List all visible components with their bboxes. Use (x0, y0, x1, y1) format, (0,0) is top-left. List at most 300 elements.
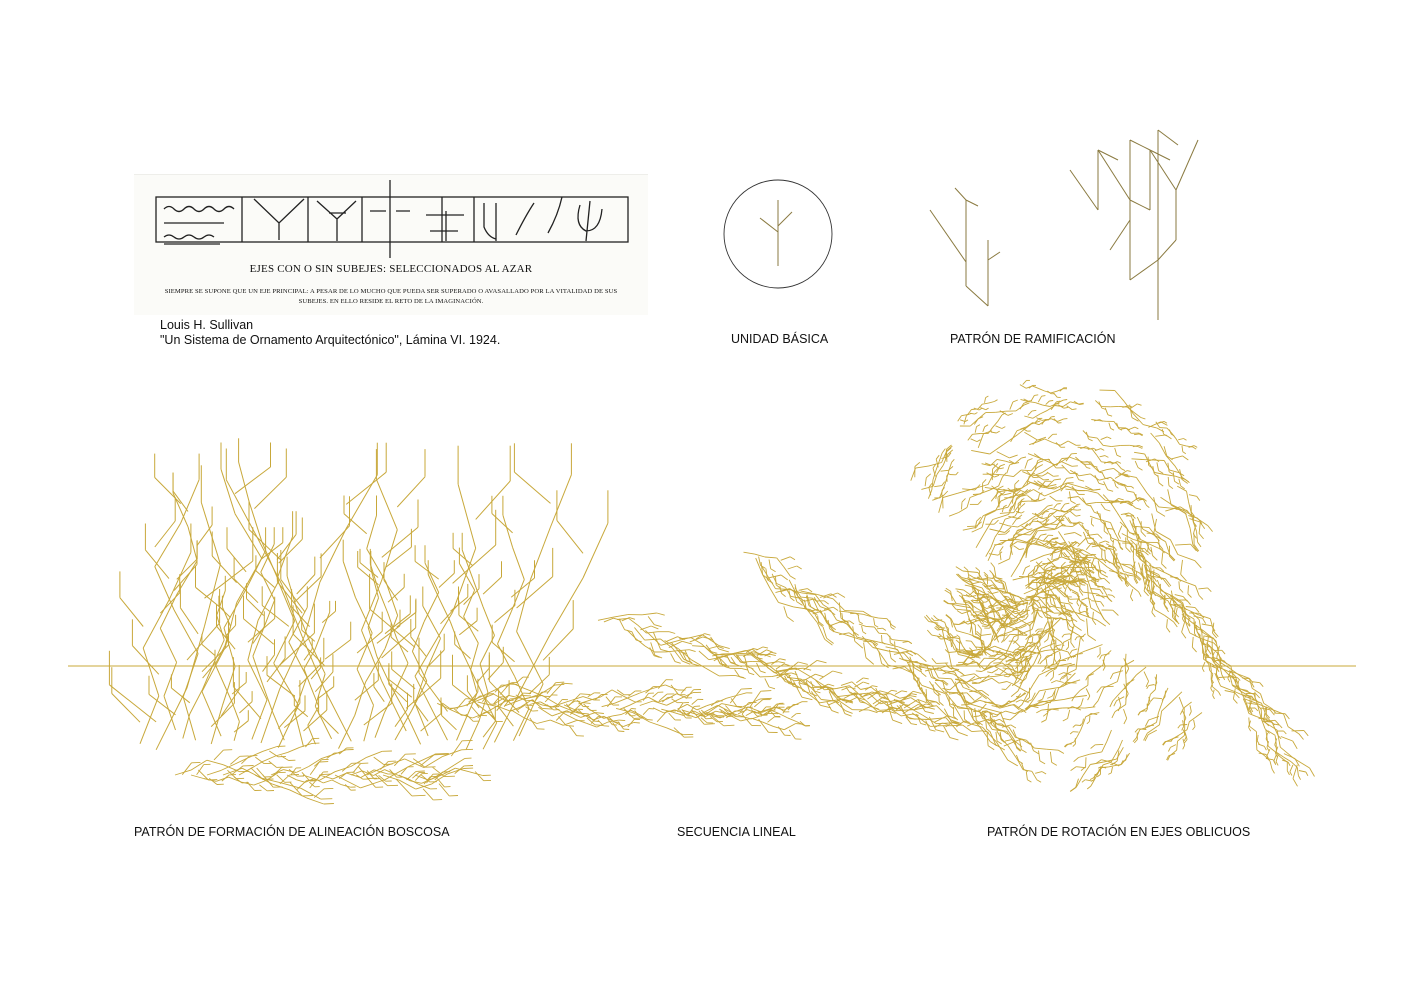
rotation-stroke (975, 413, 978, 415)
rotation-stroke (1208, 588, 1212, 592)
rotation-stroke (1086, 502, 1097, 504)
rotation-stroke (1047, 472, 1053, 476)
rotation-stroke (1006, 664, 1011, 665)
linear-sequence-stroke (704, 724, 715, 725)
rotation-stroke (1151, 433, 1160, 443)
linear-sequence-stroke (705, 668, 719, 676)
rotation-stroke (1109, 532, 1112, 538)
rotation-stroke (964, 415, 967, 424)
rotation-stroke (1070, 511, 1076, 516)
rotation-stroke (1148, 730, 1157, 735)
rotation-stroke (1290, 765, 1293, 772)
rotation-stroke (1032, 637, 1033, 642)
rotation-stroke (1064, 639, 1071, 642)
rotation-stroke (1284, 731, 1287, 734)
rotation-stroke (1131, 486, 1134, 488)
forest-band-stroke (351, 757, 367, 766)
linear-sequence-stroke (826, 622, 834, 632)
rotation-stroke (965, 585, 971, 586)
linear-sequence-stroke (893, 720, 903, 724)
rotation-stroke (1046, 585, 1047, 601)
rotation-stroke (1167, 628, 1170, 633)
linear-sequence-drawing (437, 552, 1064, 782)
forest-band-stroke (230, 756, 239, 764)
rotation-stroke (1149, 565, 1158, 570)
rotation-stroke (1038, 396, 1041, 402)
forest-tree-stroke (212, 556, 236, 583)
rotation-stroke (1104, 481, 1108, 489)
rotation-stroke (1188, 585, 1189, 594)
rotation-stroke (974, 716, 979, 717)
rotation-stroke (987, 613, 988, 623)
rotation-stroke (1166, 456, 1175, 466)
branch-stroke (1158, 130, 1178, 145)
linear-sequence-stroke (917, 680, 918, 686)
rotation-stroke (1203, 618, 1206, 623)
linear-sequence-stroke (939, 702, 943, 706)
rotation-stroke (1115, 482, 1116, 486)
rotation-stroke (1202, 668, 1204, 672)
rotation-stroke (992, 678, 999, 683)
linear-sequence-stroke (791, 714, 796, 718)
rotation-stroke (1090, 589, 1100, 590)
rotation-stroke (1035, 403, 1042, 406)
rotation-stroke (1112, 595, 1115, 597)
forest-band-stroke (351, 771, 362, 775)
rotation-stroke (1097, 654, 1100, 657)
forest-tree-stroke (319, 714, 339, 734)
rotation-stroke (951, 640, 952, 647)
rotation-stroke (1052, 708, 1063, 709)
rotation-stroke (1270, 761, 1272, 769)
forest-tree-stroke (234, 721, 248, 732)
linear-sequence-stroke (824, 601, 829, 604)
rotation-stroke (1020, 403, 1024, 409)
linear-sequence-stroke (633, 713, 650, 722)
rotation-stroke (993, 474, 1003, 475)
forest-tree-stroke (362, 580, 382, 630)
linear-sequence-stroke (930, 730, 936, 731)
rotation-stroke (1118, 526, 1122, 534)
forest-band-stroke (324, 804, 334, 805)
forest-tree-stroke (310, 641, 326, 674)
rotation-stroke (1256, 694, 1260, 699)
rotation-stroke (973, 494, 981, 495)
linear-sequence-stroke (913, 691, 921, 693)
rotation-stroke (1167, 619, 1168, 627)
rotation-stroke (981, 634, 991, 635)
rotation-stroke (1104, 531, 1108, 534)
rotation-stroke (1210, 664, 1211, 672)
rotation-stroke (1026, 566, 1031, 568)
rotation-stroke (931, 618, 934, 621)
rotation-stroke (1012, 608, 1020, 611)
rotation-stroke (1007, 682, 1014, 685)
rotation-stroke (1111, 523, 1115, 532)
rotation-stroke (943, 491, 948, 496)
linear-sequence-stroke (785, 662, 799, 673)
rotation-stroke (1257, 735, 1258, 741)
rotation-stroke (1100, 456, 1105, 457)
rotation-stroke (1180, 444, 1187, 446)
rotation-stroke (1088, 635, 1096, 640)
linear-sequence-stroke (662, 697, 668, 702)
rotation-stroke (1155, 682, 1156, 690)
rotation-stroke (1124, 709, 1127, 718)
forest-tree-stroke (190, 689, 203, 714)
linear-sequence-stroke (760, 671, 765, 673)
caption-basic-unit: UNIDAD BÁSICA (731, 332, 829, 346)
rotation-stroke (1051, 681, 1056, 683)
rotation-stroke (1298, 776, 1300, 780)
linear-sequence-stroke (866, 626, 874, 627)
forest-band-stroke (327, 753, 334, 758)
rotation-stroke (956, 567, 963, 571)
branch-stroke (966, 200, 978, 206)
linear-sequence-stroke (781, 575, 788, 580)
plate-body: SIEMPRE SE SUPONE QUE UN EJE PRINCIPAL: A PESAR DE LO MUCHO QUE PUEDA SER SUPERADO O AVASALLADO POR LA VITALIDAD DE SUS SUBEJES. EN ELLO RESIDE EL RETO DE LA IMAGINACIÓN. (164, 288, 618, 305)
rotation-stroke (1082, 780, 1085, 783)
linear-sequence-stroke (897, 650, 903, 660)
rotation-stroke (1249, 713, 1256, 716)
rotation-stroke (1192, 647, 1196, 652)
rotation-stroke (1023, 568, 1026, 575)
rotation-stroke (1009, 526, 1018, 527)
rotation-stroke (1046, 591, 1048, 602)
rotation-stroke (1116, 486, 1119, 488)
linear-sequence-stroke (788, 566, 797, 569)
rotation-stroke (1067, 483, 1080, 487)
forest-band-stroke (374, 757, 384, 764)
rotation-stroke (1168, 463, 1169, 472)
linear-sequence-stroke (778, 602, 793, 607)
linear-sequence-stroke (780, 659, 786, 660)
rotation-stroke (1125, 654, 1126, 666)
rotation-stroke (934, 486, 942, 487)
rotation-stroke (1074, 625, 1082, 630)
forest-tree-stroke (219, 606, 231, 617)
rotation-stroke (1111, 755, 1115, 762)
forest-tree-stroke (180, 608, 198, 634)
forest-band-stroke (296, 780, 305, 783)
linear-sequence-stroke (640, 626, 651, 630)
linear-sequence-stroke (769, 560, 771, 569)
rotation-stroke (1153, 556, 1158, 561)
rotation-stroke (1021, 503, 1026, 507)
rotation-stroke (1288, 727, 1299, 734)
rotation-stroke (1147, 533, 1157, 534)
branch-stroke (1130, 140, 1150, 150)
forest-tree-stroke (442, 716, 457, 730)
rotation-stroke (1079, 754, 1090, 757)
rotation-stroke (1056, 645, 1061, 646)
forest-tree-stroke (457, 717, 467, 741)
rotation-stroke (946, 615, 951, 619)
rotation-stroke (1109, 423, 1111, 429)
linear-sequence-stroke (833, 607, 838, 610)
linear-sequence-stroke (925, 711, 934, 713)
rotation-stroke (1154, 578, 1156, 582)
forest-tree-stroke (384, 580, 398, 600)
rotation-stroke (1165, 741, 1172, 742)
rotation-stroke (1028, 411, 1032, 415)
rotation-stroke (1157, 462, 1159, 470)
rotation-stroke (971, 439, 977, 442)
rotation-stroke (1215, 673, 1221, 686)
rotation-stroke (1075, 533, 1082, 537)
rotation-stroke (1027, 496, 1034, 501)
forest-tree-stroke (315, 706, 331, 739)
rotation-stroke (1058, 419, 1064, 422)
rotation-stroke (994, 400, 997, 402)
rotation-stroke (1034, 612, 1035, 622)
linear-sequence-stroke (780, 586, 782, 593)
linear-sequence-stroke (798, 662, 808, 664)
rotation-stroke (1274, 713, 1285, 714)
forest-band-stroke (335, 775, 360, 788)
rotation-stroke (1285, 714, 1289, 719)
rotation-stroke (1010, 402, 1013, 410)
forest-band-stroke (367, 751, 383, 757)
linear-sequence-stroke (727, 656, 731, 663)
rotation-stroke (980, 490, 990, 494)
linear-sequence-stroke (516, 677, 523, 683)
rotation-stroke (1111, 503, 1117, 513)
forest-tree-stroke (239, 702, 252, 713)
rotation-stroke (1178, 439, 1183, 440)
forest-tree-stroke (407, 715, 421, 744)
rotation-stroke (1045, 508, 1051, 511)
rotation-stroke (1155, 610, 1165, 616)
forest-tree-stroke (160, 628, 176, 662)
rotation-stroke (1208, 526, 1213, 532)
rotation-stroke (1162, 564, 1167, 569)
forest-tree-stroke (476, 481, 511, 519)
rotation-stroke (1088, 585, 1089, 597)
linear-sequence-stroke (646, 687, 654, 694)
linear-sequence-stroke (871, 617, 879, 619)
rotation-stroke (994, 475, 999, 477)
linear-sequence-stroke (765, 678, 769, 687)
rotation-stroke (1179, 581, 1180, 588)
linear-sequence-stroke (817, 660, 826, 662)
rotation-stroke (1071, 542, 1077, 543)
rotation-stroke (1046, 711, 1048, 720)
rotation-stroke (1145, 549, 1147, 553)
forest-band-stroke (254, 781, 266, 786)
rotation-stroke (1041, 720, 1046, 723)
linear-sequence-stroke (550, 720, 563, 725)
rotation-stroke (1112, 712, 1115, 718)
rotation-stroke (967, 526, 976, 527)
forest-band-stroke (305, 739, 312, 748)
rotation-stroke (1075, 457, 1083, 464)
rotation-stroke (1260, 683, 1263, 687)
rotation-stroke (976, 534, 984, 548)
forest-tree-stroke (120, 598, 143, 627)
linear-sequence-stroke (797, 566, 802, 569)
rotation-stroke (1297, 767, 1298, 775)
forest-band-stroke (287, 775, 296, 780)
rotation-stroke (1091, 745, 1096, 749)
linear-sequence-stroke (692, 699, 698, 704)
rotation-stroke (1086, 689, 1090, 697)
rotation-stroke (1195, 561, 1201, 568)
rotation-stroke (1121, 469, 1125, 471)
forest-tree-stroke (181, 480, 199, 523)
linear-sequence-stroke (556, 682, 565, 683)
forest-band-stroke (263, 747, 277, 752)
forest-band-stroke (182, 763, 191, 775)
rotation-stroke (1147, 505, 1150, 507)
rotation-stroke (1154, 519, 1157, 534)
rotation-stroke (1135, 427, 1138, 429)
linear-sequence-stroke (613, 615, 628, 618)
rotation-stroke (1020, 500, 1021, 506)
rotation-stroke (1152, 612, 1156, 617)
rotation-stroke (1093, 620, 1096, 625)
linear-sequence-stroke (784, 664, 789, 666)
rotation-stroke (1039, 603, 1042, 612)
rotation-stroke (1011, 691, 1018, 697)
branch-stroke (955, 188, 966, 200)
rotation-stroke (943, 688, 950, 689)
rotation-stroke (1182, 632, 1186, 638)
linear-sequence-stroke (833, 671, 843, 673)
rotation-stroke (1084, 567, 1095, 568)
rotation-stroke (1088, 696, 1090, 700)
forest-band-stroke (319, 775, 333, 779)
linear-sequence-stroke (864, 643, 866, 658)
rotation-stroke (1252, 688, 1260, 693)
rotation-stroke (1126, 669, 1129, 675)
rotation-stroke (1157, 713, 1159, 723)
rotation-stroke (1170, 745, 1176, 748)
forest-tree-stroke (233, 687, 261, 719)
rotation-stroke (1182, 478, 1188, 482)
rotation-stroke (932, 635, 941, 637)
linear-sequence-stroke (1026, 772, 1027, 780)
linear-sequence-stroke (883, 628, 886, 630)
rotation-stroke (1186, 607, 1195, 608)
linear-sequence-stroke (891, 627, 895, 629)
linear-sequence-stroke (921, 719, 930, 726)
rotation-stroke (971, 615, 976, 616)
rotation-stroke (1274, 755, 1277, 762)
linear-sequence-stroke (591, 717, 598, 724)
rotation-stroke (1108, 595, 1113, 596)
rotation-stroke (1021, 499, 1024, 501)
linear-sequence-stroke (855, 641, 863, 648)
rotation-stroke (1126, 692, 1127, 704)
linear-sequence-stroke (972, 731, 983, 732)
forest-band-stroke (332, 780, 341, 785)
rotation-stroke (1287, 771, 1289, 775)
rotation-stroke (1046, 567, 1051, 569)
forest-tree-stroke (183, 697, 195, 740)
rotation-stroke (1154, 698, 1162, 699)
rotation-stroke (956, 589, 964, 590)
forest-tree-stroke (514, 472, 550, 503)
rotation-stroke (998, 486, 1003, 489)
rotation-stroke (1141, 541, 1142, 548)
rotation-stroke (978, 625, 982, 630)
linear-sequence-stroke (882, 635, 883, 642)
rotation-stroke (1139, 592, 1142, 597)
forest-tree-stroke (239, 462, 250, 502)
rotation-stroke (1147, 493, 1159, 507)
forest-tree-stroke (397, 477, 425, 507)
rotation-stroke (1052, 709, 1059, 710)
linear-sequence-stroke (636, 639, 645, 646)
rotation-stroke (1053, 671, 1054, 677)
linear-sequence-stroke (583, 703, 591, 704)
rotation-stroke (939, 498, 943, 513)
rotation-stroke (1000, 513, 1007, 514)
forest-tree-stroke (424, 592, 439, 622)
rotation-stroke (1038, 529, 1055, 530)
rotation-stroke (957, 635, 960, 638)
rotation-stroke (1075, 637, 1077, 640)
rotation-stroke (967, 693, 975, 701)
rotation-stroke (1072, 409, 1076, 410)
rotation-stroke (1119, 541, 1129, 543)
rotation-stroke (998, 559, 1009, 564)
rotation-stroke (956, 665, 963, 666)
rotation-stroke (1034, 395, 1038, 396)
rotation-stroke (1299, 734, 1304, 740)
rotation-stroke (1078, 538, 1087, 547)
rotation-stroke (1047, 655, 1053, 656)
caption-branching: PATRÓN DE RAMIFICACIÓN (950, 332, 1116, 346)
rotation-stroke (1101, 574, 1108, 578)
forest-band-stroke (323, 780, 332, 783)
linear-sequence-stroke (771, 652, 776, 653)
rotation-stroke (1006, 654, 1012, 655)
rotation-stroke (991, 432, 997, 433)
rotation-stroke (1138, 548, 1145, 549)
rotation-stroke (1073, 744, 1076, 746)
linear-sequence-stroke (692, 646, 704, 647)
rotation-stroke (1011, 431, 1017, 442)
rotation-stroke (1001, 497, 1012, 502)
branching-pattern-drawing (930, 130, 1198, 320)
rotation-stroke (1108, 415, 1112, 416)
rotation-stroke (1219, 677, 1232, 678)
forest-band-stroke (451, 741, 462, 756)
rotation-stroke (1105, 541, 1109, 543)
linear-sequence-stroke (666, 637, 677, 642)
rotation-stroke (1272, 769, 1274, 773)
branch-stroke (1176, 140, 1198, 190)
linear-sequence-stroke (576, 720, 587, 724)
rotation-stroke (1138, 468, 1143, 471)
rotation-stroke (1090, 752, 1102, 754)
rotation-stroke (982, 403, 988, 404)
rotation-stroke (1137, 517, 1143, 529)
rotation-stroke (1249, 727, 1251, 731)
rotation-stroke (1043, 405, 1050, 406)
rotation-stroke (973, 636, 984, 641)
linear-sequence-stroke (1052, 762, 1057, 765)
rotation-stroke (1097, 687, 1102, 693)
linear-sequence-stroke (802, 697, 813, 700)
forest-tree-stroke (495, 606, 515, 623)
rotation-stroke (1003, 593, 1010, 594)
linear-sequence-stroke (761, 691, 772, 692)
rotation-stroke (1032, 611, 1034, 614)
rotation-stroke (1045, 579, 1048, 580)
